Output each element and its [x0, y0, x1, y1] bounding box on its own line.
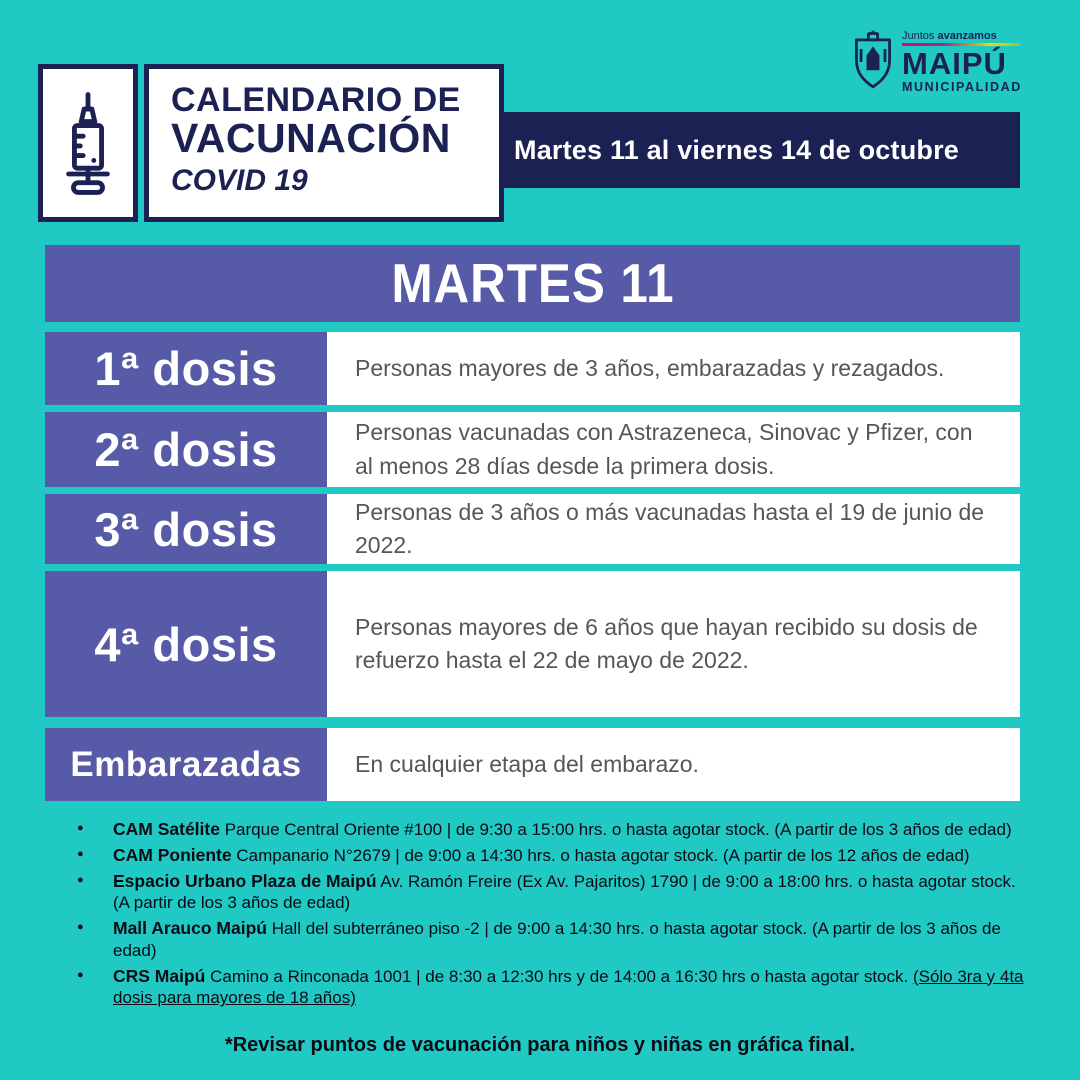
poster-title-line2: VACUNACIÓN — [171, 114, 451, 161]
dose-description-cell — [327, 332, 1020, 405]
municipal-crest-icon — [850, 30, 896, 94]
location-detail: Av. Ramón Freire (Ex Av. Pajaritos) 1790 | de 9:00 a 18:00 hrs. o hasta agotar stock. (A partir de los 3 años de edad) — [113, 871, 1016, 913]
syringe-panel — [38, 64, 138, 222]
title-panel — [144, 64, 504, 222]
location-name: Espacio Urbano Plaza de Maipú — [113, 870, 377, 891]
schedule-row-4a-dosis — [45, 571, 1020, 717]
location-name: Mall Arauco Maipú — [113, 918, 267, 938]
syringe-icon — [57, 82, 119, 204]
dose-description: Personas de 3 años o más vacunadas hasta el 19 de junio de 2022. — [355, 498, 985, 558]
location-note-underlined: (Sólo 3ra y 4ta dosis para mayores de 18 años) — [113, 966, 1024, 1008]
list-item-cam-satelite — [75, 818, 1025, 841]
tagline-regular: Juntos — [902, 30, 938, 42]
locations-list — [75, 818, 1025, 1012]
bullet-icon: ● — [77, 873, 84, 886]
schedule-table — [45, 332, 1020, 801]
dose-label: 4ª dosis — [45, 571, 327, 717]
logo-subname: MUNICIPALIDAD — [902, 80, 1022, 94]
schedule-row-1a-dosis — [45, 332, 1020, 405]
list-item-cam-poniente — [75, 844, 1025, 867]
tagline-bold: avanzamos — [937, 30, 997, 42]
municipality-logo — [850, 30, 1022, 94]
bullet-icon: ● — [77, 822, 84, 834]
location-detail: Hall del subterráneo piso -2 | de 9:00 a 14:30 hrs. o hasta agotar stock. (A partir de los 3 años de edad) — [113, 919, 1001, 960]
schedule-row-3a-dosis — [45, 494, 1020, 564]
location-name: CAM Poniente — [113, 844, 232, 865]
dose-label: 3ª dosis — [45, 494, 327, 564]
logo-name: MAIPÚ — [902, 46, 1007, 81]
location-detail: Parque Central Oriente #100 | de 9:30 a 15:00 hrs. o hasta agotar stock. (A partir de los 3 años de edad) — [224, 820, 1012, 839]
dose-description-cell — [327, 494, 1020, 564]
list-item-crs-maipu — [75, 965, 1025, 1010]
poster-title-line1: CALENDARIO DE — [171, 81, 461, 119]
logo-tagline — [902, 30, 997, 42]
poster-subtitle: COVID 19 — [171, 164, 308, 198]
dose-description: Personas vacunadas con Astrazeneca, Sinovac y Pfizer, con al menos 28 días desde la primera dosis. — [355, 419, 973, 479]
dose-description-cell — [327, 412, 1020, 487]
schedule-row-2a-dosis — [45, 412, 1020, 487]
dose-description: Personas mayores de 6 años que hayan recibido su dosis de refuerzo hasta el 22 de mayo de 2022. — [355, 613, 978, 673]
dose-label: Embarazadas — [45, 728, 327, 801]
bullet-icon: ● — [77, 921, 84, 933]
dose-label: 2ª dosis — [45, 412, 327, 487]
bullet-icon: ● — [77, 847, 84, 860]
day-banner — [45, 245, 1020, 322]
location-name: CRS Maipú — [113, 965, 206, 986]
date-range-banner — [498, 112, 1020, 188]
footer-note: *Revisar puntos de vacunación para niños y niñas en gráfica final. — [224, 1034, 856, 1056]
dose-label: 1ª dosis — [45, 332, 327, 405]
logo-text-block — [902, 30, 1022, 94]
bullet-icon: ● — [77, 968, 84, 981]
schedule-row-embarazadas — [45, 728, 1020, 801]
date-range-text: Martes 11 al viernes 14 de octubre — [514, 134, 960, 165]
dose-description: En cualquier etapa del embarazo. — [355, 750, 699, 777]
day-banner-text: MARTES 11 — [390, 253, 675, 314]
list-item-mall-arauco — [75, 917, 1025, 962]
location-name: CAM Satélite — [113, 819, 220, 839]
header — [38, 64, 504, 222]
dose-description: Personas mayores de 3 años, embarazadas y rezagados. — [355, 354, 945, 381]
list-item-espacio-urbano — [75, 870, 1025, 915]
dose-description-cell — [327, 728, 1020, 801]
location-detail: Camino a Rinconada 1001 | de 8:30 a 12:30 hrs y de 14:00 a 16:30 hrs o hasta agotar stock. — [210, 966, 913, 986]
dose-description-cell — [327, 571, 1020, 717]
location-detail: Campanario N°2679 | de 9:00 a 14:30 hrs. o hasta agotar stock. (A partir de los 12 años de edad) — [236, 845, 970, 865]
